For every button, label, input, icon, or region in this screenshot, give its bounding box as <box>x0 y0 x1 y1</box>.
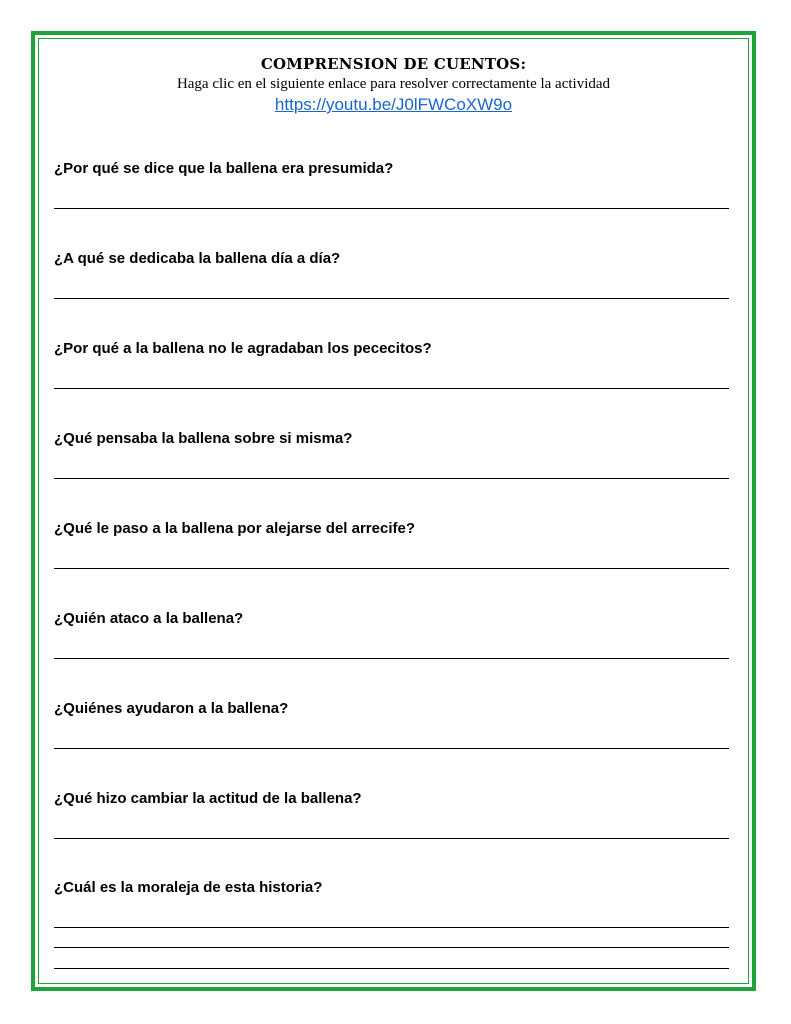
question-7: ¿Quiénes ayudaron a la ballena? <box>54 700 289 717</box>
answer-line-6[interactable] <box>54 658 729 659</box>
answer-line-9a[interactable] <box>54 927 729 928</box>
video-link[interactable]: https://youtu.be/J0lFWCoXW9o <box>274 95 513 114</box>
question-3: ¿Por qué a la ballena no le agradaban los pececitos? <box>54 340 432 357</box>
answer-line-9c[interactable] <box>54 968 729 969</box>
question-8: ¿Qué hizo cambiar la actitud de la ballena? <box>54 790 362 807</box>
question-1: ¿Por qué se dice que la ballena era presumida? <box>54 160 394 177</box>
question-5: ¿Qué le paso a la ballena por alejarse del arrecife? <box>54 520 415 537</box>
worksheet-title: COMPRENSION DE CUENTOS: <box>260 55 527 73</box>
worksheet-instructions: Haga clic en el siguiente enlace para resolver correctamente la actividad <box>176 76 611 92</box>
answer-line-7[interactable] <box>54 748 729 749</box>
answer-line-2[interactable] <box>54 298 729 299</box>
answer-line-3[interactable] <box>54 388 729 389</box>
answer-line-4[interactable] <box>54 478 729 479</box>
answer-line-1[interactable] <box>54 208 729 209</box>
question-9: ¿Cuál es la moraleja de esta historia? <box>54 879 323 896</box>
answer-line-8[interactable] <box>54 838 729 839</box>
question-4: ¿Qué pensaba la ballena sobre si misma? <box>54 430 353 447</box>
answer-line-9b[interactable] <box>54 947 729 948</box>
question-2: ¿A qué se dedicaba la ballena día a día? <box>54 250 341 267</box>
page-border-inner <box>38 38 749 984</box>
question-6: ¿Quién ataco a la ballena? <box>54 610 244 627</box>
worksheet-header <box>38 54 749 116</box>
answer-line-5[interactable] <box>54 568 729 569</box>
